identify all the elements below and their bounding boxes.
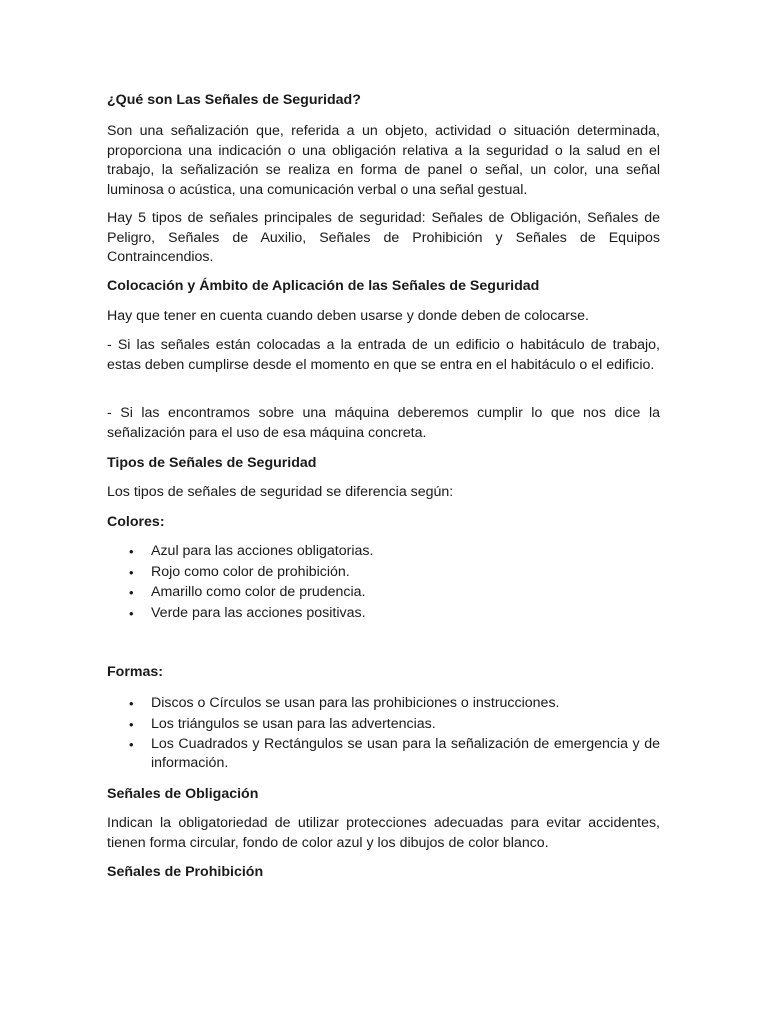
paragraph-tipos-principales: Hay 5 tipos de señales principales de seguridad: Señales de Obligación, Señales de Peligro, Señales de Auxilio, Señales de Prohibición y Señales de Equipos Contraincendios.	[107, 210, 660, 265]
list-colores	[107, 542, 660, 624]
bullet-icon: •	[129, 716, 134, 732]
bullet-icon: •	[129, 605, 134, 621]
heading-obligacion: Señales de Obligación	[107, 786, 259, 802]
paragraph-maquina: - Si las encontramos sobre una máquina deberemos cumplir lo que nos dice la señalización para el uso de esa máquina concreta.	[107, 405, 660, 441]
heading-prohibicion: Señales de Prohibición	[107, 864, 264, 880]
paragraph-obligacion: Indican la obligatoriedad de utilizar protecciones adecuadas para evitar accidentes, tienen forma circular, fondo de color azul y los dibujos de color blanco.	[107, 815, 660, 851]
heading-tipos: Tipos de Señales de Seguridad	[107, 455, 317, 471]
heading-formas: Formas:	[107, 664, 163, 680]
paragraph-definicion: Son una señalización que, referida a un objeto, actividad o situación determinada, proporciona una indicación o una obligación relativa a la seguridad o la salud en el trabajo, la señalización se realiza en forma de panel o señal, un color, una señal luminosa o acústica, una comunicación verbal o una señal gestual.	[107, 123, 660, 198]
paragraph-entrada-edificio: - Si las señales están colocadas a la entrada de un edificio o habitáculo de trabajo, estas deben cumplirse desde el momento en que se entra en el habitáculo o el edificio.	[107, 337, 660, 373]
list-item: • Verde para las acciones positivas.	[129, 604, 366, 621]
list-item: • Rojo como color de prohibición.	[129, 563, 350, 580]
bullet-icon: •	[129, 544, 134, 559]
list-item: • Azul para las acciones obligatorias.	[129, 543, 374, 559]
bullet-icon: •	[129, 696, 134, 711]
list-item: • Los triángulos se usan para las advertencias.	[129, 715, 436, 732]
bullet-icon: •	[129, 737, 134, 752]
heading-que-son: ¿Qué son Las Señales de Seguridad?	[107, 92, 361, 108]
list-formas	[107, 694, 660, 775]
paragraph-diferencia: Los tipos de señales de seguridad se diferencia según:	[107, 484, 454, 500]
paragraph-tener-en-cuenta: Hay que tener en cuenta cuando deben usarse y donde deben de colocarse.	[107, 308, 589, 324]
bullet-icon: •	[129, 585, 134, 600]
list-item: • Amarillo como color de prudencia.	[129, 584, 366, 600]
bullet-icon: •	[129, 564, 134, 580]
heading-colores: Colores:	[107, 514, 165, 530]
list-item: • Discos o Círculos se usan para las prohibiciones o instrucciones.	[129, 695, 560, 711]
heading-colocacion: Colocación y Ámbito de Aplicación de las Señales de Seguridad	[107, 278, 540, 294]
list-item: • Los Cuadrados y Rectángulos se usan para la señalización de emergencia y de información.	[129, 736, 660, 771]
